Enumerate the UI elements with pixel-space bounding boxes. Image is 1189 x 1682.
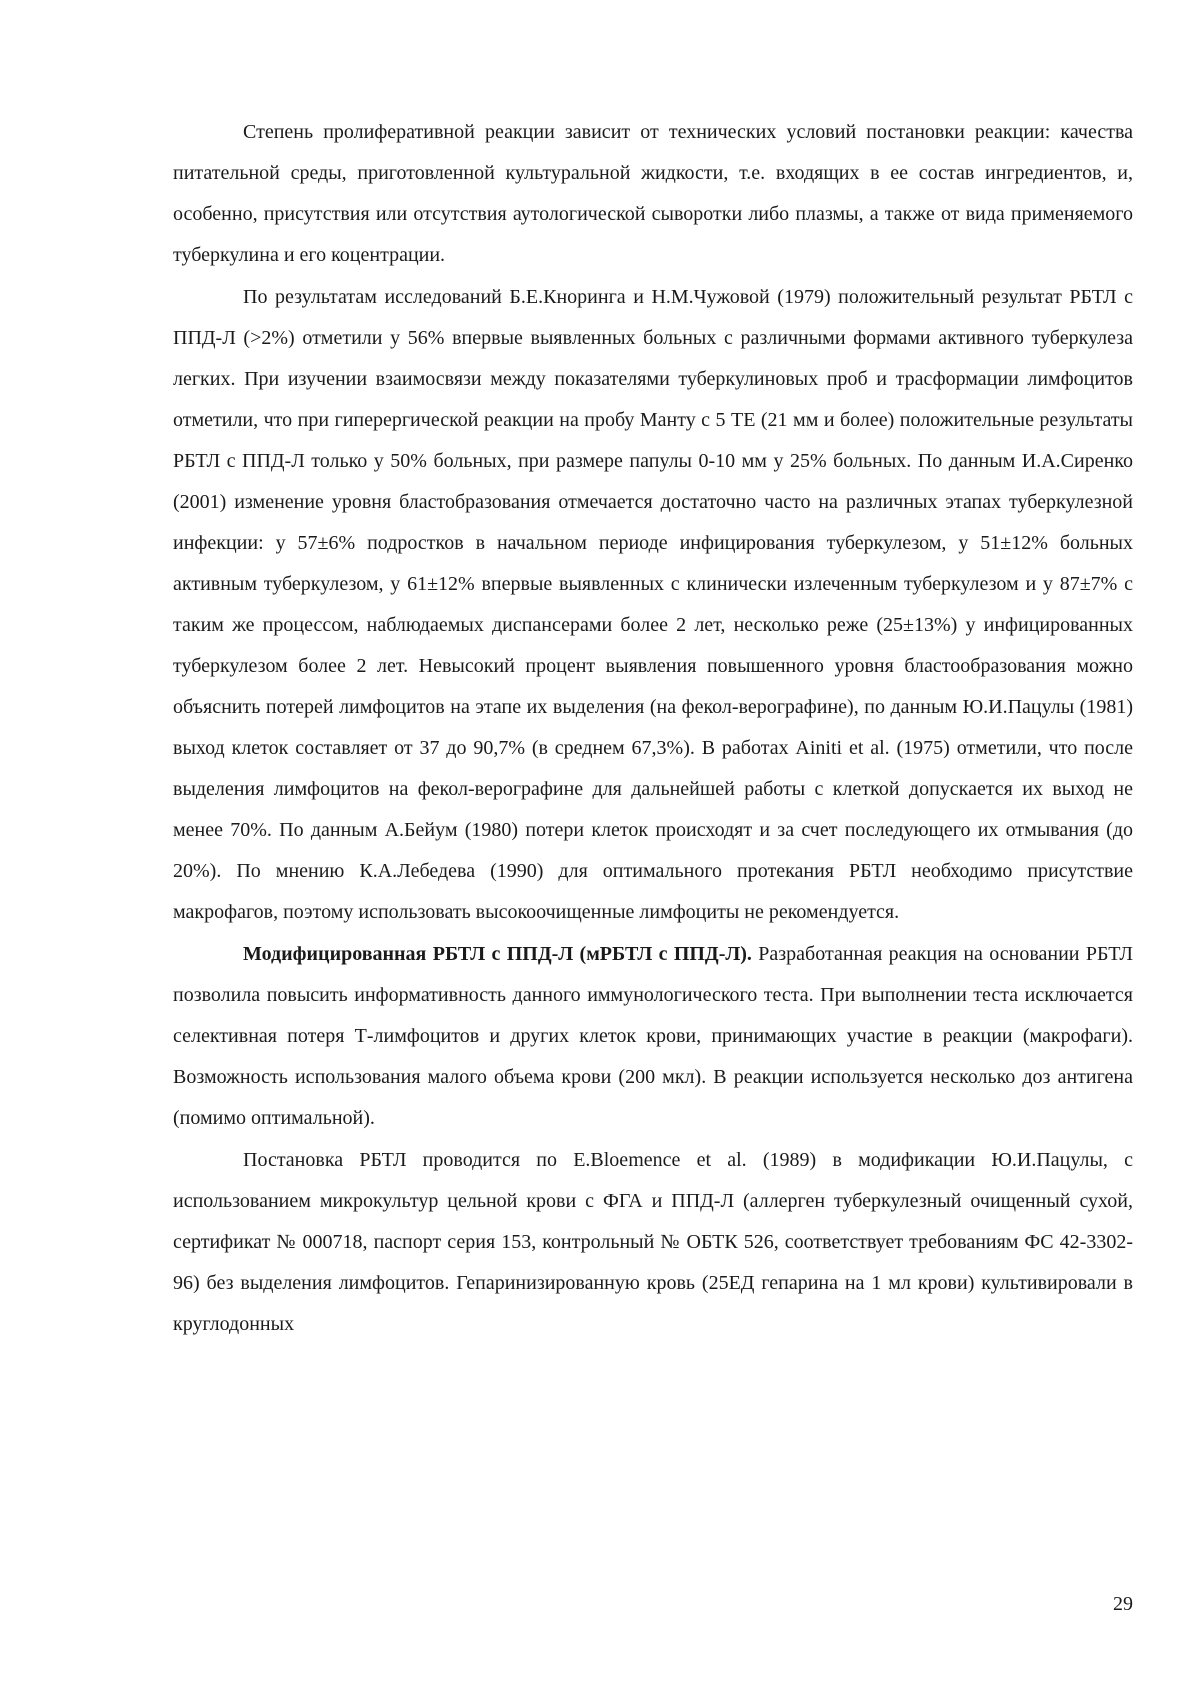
page-number: 29 [1113, 1593, 1133, 1615]
paragraph-proliferative-reaction [173, 112, 1133, 276]
document-body [173, 112, 1133, 1345]
paragraph-research-results [173, 277, 1133, 933]
paragraph-text: По результатам исследований Б.Е.Кноринга и Н.М.Чужовой (1979) положительный результат РБТЛ с ППД-Л (>2%) отметили у 56% впервые выявленных больных с различными формами активного туберкулеза легких. При изучении взаимосвязи между показателями туберкулиновых проб и трасформации лимфоцитов отметили, что при гиперергической реакции на пробу Манту с 5 ТЕ (21 мм и более) положительные результаты РБТЛ с ППД-Л только у 50% больных, при размере папулы 0-10 мм у 25% больных. По данным И.А.Сиренко (2001) изменение уровня бластобразования отмечается достаточно часто на различных этапах туберкулезной инфекции: у 57±6% подростков в начальном периоде инфицирования туберкулезом, у 51±12% больных активным туберкулезом, у 61±12% впервые выявленных с клинически излеченным туберкулезом и у 87±7% с таким же процессом, наблюдаемых диспансерами более 2 лет, несколько реже (25±13%) у инфицированных туберкулезом более 2 лет. Невысокий процент выявления повышенного уровня бластообразования можно объяснить потерей лимфоцитов на этапе их выделения (на фекол-верографине), по данным Ю.И.Пацулы (1981) выход клеток составляет от 37 до 90,7% (в среднем 67,3%). В работах Ainiti et al. (1975) отметили, что после выделения лимфоцитов на фекол-верографине для дальнейшей работы с клеткой допускается их выход не менее 70%. По данным А.Бейум (1980) потери клеток происходят и за счет последующего их отмывания (до 20%). По мнению К.А.Лебедева (1990) для оптимального протекания РБТЛ необходимо присутствие макрофагов, поэтому использовать высокоочищенные лимфоциты не рекомендуется. [173, 286, 1133, 923]
paragraph-text: Разработанная реакция на основании РБТЛ позволила повысить информативность данного иммунологического теста. При выполнении теста исключается селективная потеря Т-лимфоцитов и других клеток крови, принимающих участие в реакции (макрофаги). Возможность использования малого объема крови (200 мкл). В реакции используется несколько доз антигена (помимо оптимальной). [173, 943, 1133, 1129]
paragraph-rbtl-procedure [173, 1140, 1133, 1345]
paragraph-text: Степень пролиферативной реакции зависит от технических условий постановки реакции: качества питательной среды, приготовленной культуральной жидкости, т.е. входящих в ее состав ингредиентов, и, особенно, присутствия или отсутствия аутологической сыворотки либо плазмы, а также от вида применяемого туберкулина и его коцентрации. [173, 121, 1133, 266]
paragraph-heading: Модифицированная РБТЛ с ППД-Л (мРБТЛ с ППД-Л). [243, 943, 752, 965]
paragraph-modified-rbtl [173, 934, 1133, 1139]
paragraph-text: Постановка РБТЛ проводится по E.Bloemence et al. (1989) в модификации Ю.И.Пацулы, с использованием микрокультур цельной крови с ФГА и ППД-Л (аллерген туберкулезный очищенный сухой, сертификат № 000718, паспорт серия 153, контрольный № ОБТК 526, соответствует требованиям ФС 42-3302-96) без выделения лимфоцитов. Гепаринизированную кровь (25ЕД гепарина на 1 мл крови) культивировали в круглодонных [173, 1149, 1133, 1335]
